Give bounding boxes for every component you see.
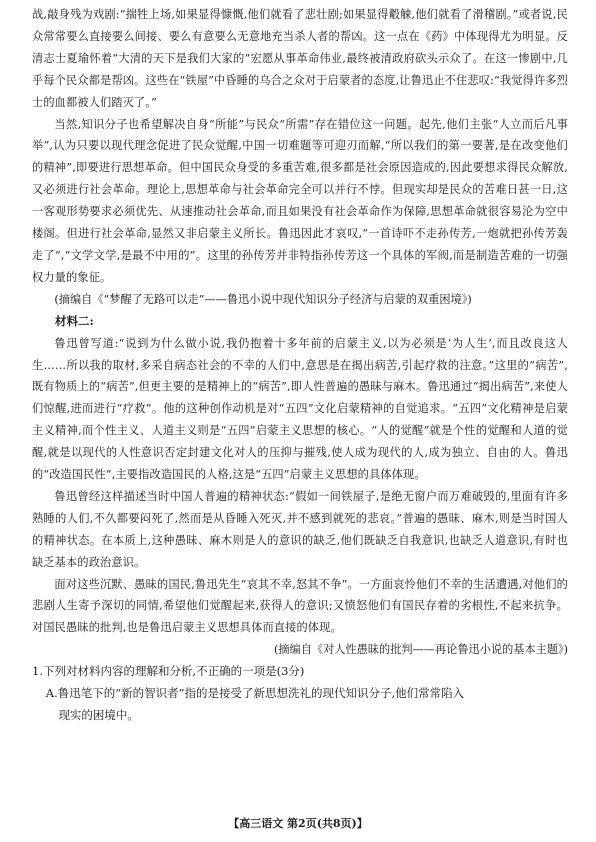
option-a-line-2: 现实的困境中。 (58, 708, 139, 722)
page-footer: 【高三语文 第2页(共8页)】 (228, 817, 368, 830)
material2-paragraph-1: 鲁迅曾写道:“说到为什么做小说,我仍抱着十多年前的启蒙主义,以为必须是‘为人生’,而且改良这人生……所以我的取材,多采自病态社会的不幸的人们中,意思是在揭出病苦,引起疗救的注意。”这里的“病苦”,既有物质上的“病苦”,但更主要的是精神上的“病苦”,即人性普遍的愚昧与麻木。鲁迅通过“揭出病苦”,来使人们惊醒,进而进行“疗救”。他的这种创作动机是对“五四”文化启蒙精神的自觉追求。“五四”文化精神是启蒙主义精神,而个性主义、人道主义则是“五四”启蒙主义思想的核心。“人的觉醒”就是个性的觉醒和人道的觉醒,就是以现代的人性意识否定封建文化对人的压抑与摧残,使人成为现代的人,成为独立、自由的人。鲁迅的“改造国民性”,主要指改造国民的人格,这是“五四”启蒙主义思想的具体体现。 (32, 336, 568, 482)
question-1-stem: 1.下列对材料内容的理解和分析,不正确的一项是(3分) (32, 664, 305, 679)
material2-source: (摘编自《对人性愚昧的批判——再论鲁迅小说的基本主题》) (273, 643, 568, 657)
option-a-line-1: A.鲁迅笔下的“新的智识者”指的是接受了新思想洗礼的现代知识分子,他们常常陷入 (45, 686, 465, 701)
material2-heading: 材料二: (55, 313, 94, 328)
material2-paragraph-3: 面对这些沉默、愚昧的国民,鲁迅先生“哀其不幸,怒其不争”。一方面哀怜他们不幸的生活遭遇,对他们的悲剧人生寄予深切的同情,希望他们觉醒起来,获得人的意识;又愤怒他们有国民存着的劣根性,不起来抗争。对国民愚昧的批判,也是鲁迅启蒙主义思想具体而直接的体现。 (32, 577, 568, 635)
material1-paragraph-1: 战,敲身残为戏剧:“揣牲上场,如果显得慷慨,他们就看了悲壮剧;如果显得觳觫,他们就看了滑稽剧。”或者说,民众常常要么直接要么间接、要么有意要么无意地充当杀人者的帮凶。这一点在《药》中体现得尤为明显。反清志士夏瑜怀着“大清的天下是我们大家的”宏愿从事革命伟业,最终被清政府砍头示众了。在这一惨剧中,几乎每个民众都是帮凶。这些在“铁屋”中昏睡的乌合之众对于启蒙者的态度,让鲁迅止不住悲叹:“我觉得许多烈士的血都被人们踏灭了。” (32, 8, 568, 109)
material1-paragraph-2: 当然,知识分子也希望解决自身“所能”与民众“所需”存在错位这一问题。起先,他们主张“人立而后凡事举”,认为只要以现代理念促进了民众觉醒,中国一切难题等可迎刃而解,“所以我们的第一要著,是在改变他们的精神”,即要进行思想革命。但中国民众身受的多重苦难,很多都是社会原因造成的,因此要想求得民众解放,又必须进行社会革命。理论上,思想革命与社会革命完全可以并行不悖。但现实却是民众的苦难日甚一日,这一客观形势要求必须优先、从速推动社会革命,而且如果没有社会革命作为保障,思想革命就很容易沦为空中楼阁。但进行社会革命,显然又非启蒙主义所长。鲁迅因此才哀叹,“一首诗吓不走孙传芳,一炮就把孙传芳轰走了”,“文学文学,是最不中用的”。这里的孙传芳并非特指孙传芳这一个具体的军阀,而是制造苦难的一切强权力量的象征。 (32, 117, 568, 284)
question-1-option-a (32, 683, 568, 727)
material2-paragraph-2: 鲁迅曾经这样描述当时中国人普遍的精神状态:“假如一间铁屋子,是绝无窗户而万难破毁的,里面有许多熟睡的人们,不久都要闷死了,然而是从昏睡入死灭,并不感到就死的悲哀。”普遍的愚昧、麻木,则是当时国人的精神状态。在本质上,这种愚昧、麻木则是人的意识的缺乏,他们既缺乏自我意识,也缺乏人道意识,有时也缺乏基本的政治意识。 (32, 489, 568, 569)
material1-source: (摘编自《“梦醒了无路可以走”——鲁迅小说中现代知识分子经济与启蒙的双重困境》) (54, 292, 472, 306)
